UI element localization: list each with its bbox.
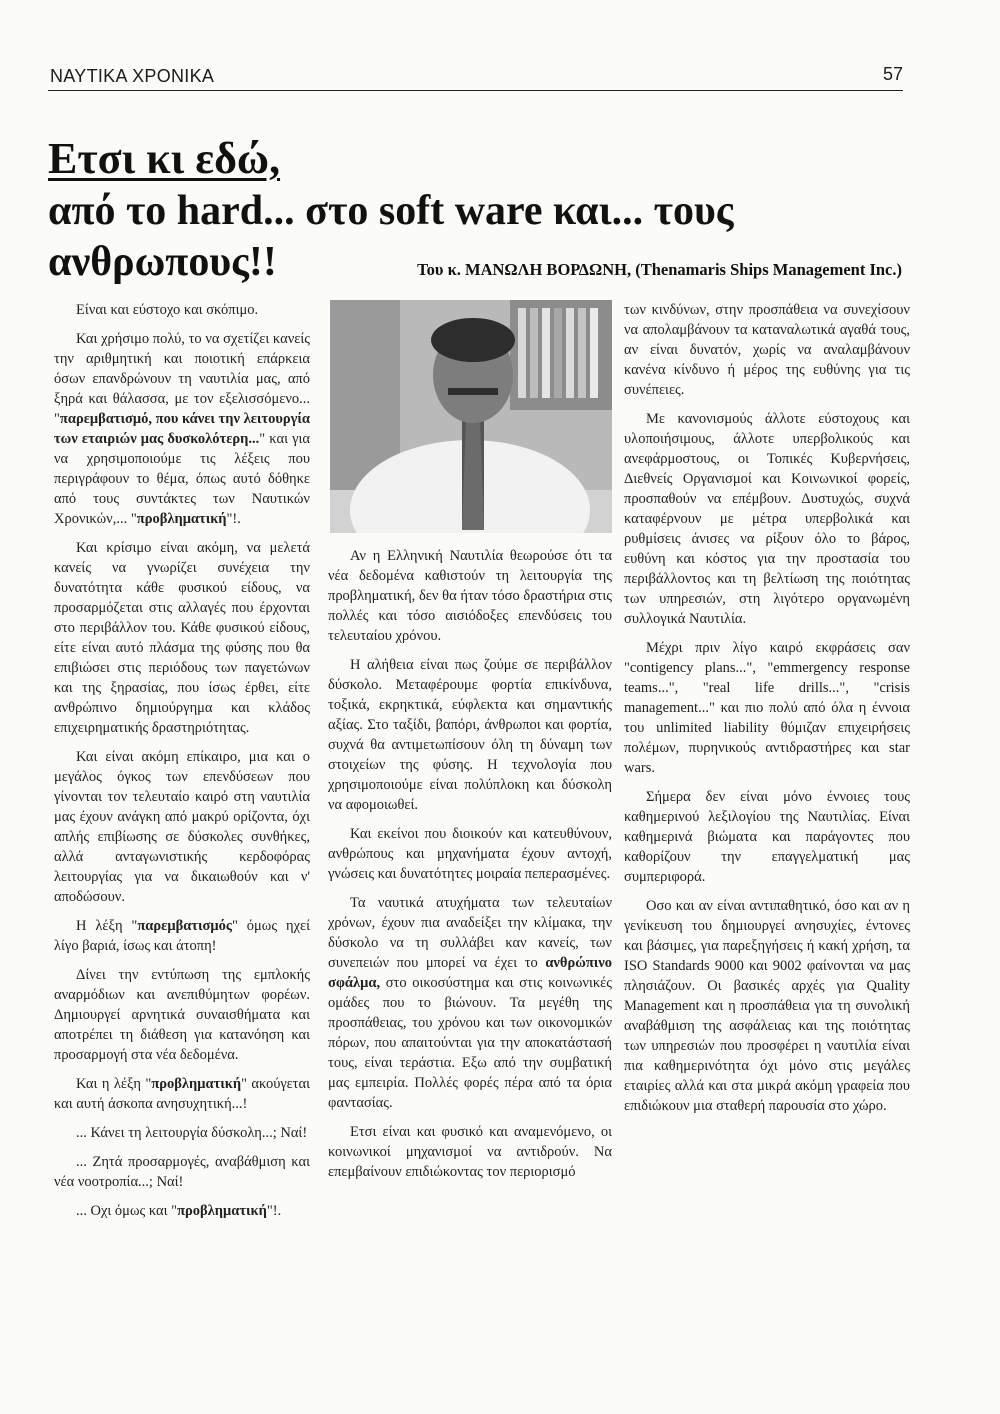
title-line-2: από το hard... στο soft ware και... τους ανθρωπους!! [48,187,734,285]
paragraph: Και εκείνοι που διοικούν και κατευθύνουν, ανθρώπους και μηχανήματα έχουν αντοχή, γνώσεις και δυνατότητες μοιραία πεπερασμένες. [328,826,612,882]
paragraph: Σήμερα δεν είναι μόνο έννοιες τους καθημερινού λεξιλογίου της Ναυτιλίας. Είναι καθημερινά βιώματα και παράγοντες που καθορίζουν την επαγγελματική μας συμπεριφορά. [624,789,910,885]
paragraph: Τα ναυτικά ατυχήματα των τελευταίων χρόνων, έχουν πια αναδείξει την κλίμακα, την δύσκολο να τη συλλάβει καν κανείς, των συνεπειών που μπορεί να έχει το ανθρώπινο σφάλμα, στο οικοσύστημα και στις κοινωνικές ομάδες που το βιώνουν. Τα μεγέθη της προσπάθειας, του χρόνου και των οικονομικών πόρων, που απαιτούνται για την αποκατάστασή τους, είναι τεράστια. Εξω από την συμβατική μας εμπειρία. Πολλές φορές πέρα από τα όρια φαντασίας. [328,895,612,1111]
paragraph: Οσο και αν είναι αντιπαθητικό, όσο και αν η γενίκευση του δημιουργεί ανησυχίες, έντονες και βάσιμες, για παρεξηγήσεις ή κακή χρήση, τα ISO Standards 9000 και 9002 φαίνονται να μας πλησιάζουν. Οι βασικές αρχές για Quality Management και η προσπάθεια για τη συνολική αναβάθμιση της ασφάλειας και της ποιότητας των υπηρεσιών που προσφέρει η ναυτιλία είναι πια καθημερινότητα όχι μόνο στις μεγάλες εταιρίες αλλά και στα μικρά ακόμη γραφεία που επιδιώκουν μια σταθερή παρουσία στο χώρο. [624,898,910,1114]
paragraph: Και χρήσιμο πολύ, το να σχετίζει κανείς την αριθμητική και ποιοτική επάρκεια όσων επανδρώνουν τη ναυτιλία μας, από ξηρά και θάλασσα, με τον εξελισσόμενο... "παρεμβατισμό, που κάνει την λειτουργία των εταιριών μας δυσκολότερη..." και για να χρησιμοποιούμε τις λέξεις που περιγράφουν το θέμα, όπως αυτό δόθηκε από τους συντάκτες των Ναυτικών Χρονικών,... "προβληματική"!. [54,331,310,527]
paragraph: Και κρίσιμο είναι ακόμη, να μελετά κανείς να γνωρίζει συνέχεια την δυνατότητα κάθε φυσικού είδους, να προσαρμόζεται στις αλλαγές που έρχονται στο περιβάλλον του. Κάθε φυσικού είδους, είτε είναι αυτό πλάσμα της φύσης που θα επιβιώσει στις περιόδους των παγετώνων και της ξηρασίας, που ίσως έρθει, είτε ανθρώπινο δημιούργημα και κλάδος επιχειρηματικής δραστηριότητας. [54,540,310,736]
paragraph: Η αλήθεια είναι πως ζούμε σε περιβάλλον δύσκολο. Μεταφέρουμε φορτία επικίνδυνα, τοξικά, εκρηκτικά, εύφλεκτα και σημαντικής αξίας. Στο ταξίδι, βαπόρι, άνθρωποι και φορτία, συχνά θα αντιμετωπίσουν όλη τη δύναμη των στοιχείων της φύσης. Η τεχνολογία που χρησιμοποιούμε είναι πολύπλοκη και δύσκολη να αφομοιωθεί. [328,657,612,813]
paragraph: Και είναι ακόμη επίκαιρο, μια και ο μεγάλος όγκος των επενδύσεων που γίνονται τον τελευταίο καιρό στη ναυτιλία μας έχουν ανάγκη από μακρύ ορίζοντα, όχι απλής επιβίωσης σε δύσκολες συνθήκες, αλλά ανταγωνιστικής κερδοφόρας λειτουργίας για να δικαιωθούν και ν' αποδώσουν. [54,749,310,905]
page-header [48,62,903,91]
paragraph: ... Κάνει τη λειτουργία δύσκολη...; Ναί! [76,1125,308,1141]
paragraph: Η λέξη "παρεμβατισμός" όμως ηχεί λίγο βαριά, ίσως και άτοπη! [54,918,310,954]
author-photo [330,300,612,533]
paragraph: Ετσι είναι και φυσικό και αναμενόμενο, οι κοινωνικοί μηχανισμοί να αντιδρούν. Να επεμβαίνουν επιδιώκοντας τον περιορισμό [328,1124,612,1180]
author-byline: Του κ. ΜΑΝΩΛΗ ΒΟΡΔΩΝΗ, (Thenamaris Ships Management Inc.) [417,260,902,279]
paragraph: Μέχρι πριν λίγο καιρό εκφράσεις σαν "contigency plans...", "emmergency response teams...", "real life drills...", "crisis management..." και πιο πολύ από όλα η έννοια του unlimited liability θύμιζαν επιχειρήσεις πολέμων, πυρηνικούς αντιδραστήρες και star wars. [624,640,910,776]
title-line-1: Ετσι κι εδώ, [48,134,281,183]
paragraph: Είναι και εύστοχο και σκόπιμο. [76,302,259,318]
column-3 [624,300,910,1125]
paragraph: Με κανονισμούς άλλοτε εύστοχους και υλοποιήσιμους, άλλοτε υπερβολικούς και ανεφάρμοστους, οι Τοπικές Κυβερνήσεις, Διεθνείς Οργανισμοί και Κοινωνικοί φορείς, προσπαθούν να επέμβουν. Δυστυχώς, συχνά καταφέρνουν με μέτρα υπερβολικά και ρυθμίσεις άνισες να ρίξουν όλο το βάρος, ευθύνη και κόστος για την προστασία του περιβάλλοντος και τη βελτίωση της ποιότητας των υπηρεσιών, στη λιγότερο οργανωμένη συλλογικά Ναυτιλία. [624,411,910,627]
paragraph: Και η λέξη "προβληματική" ακούγεται και αυτή άσκοπα ανησυχητική...! [54,1076,310,1112]
publication-name: ΝΑΥΤΙΚΑ ΧΡΟΝΙΚΑ [50,66,215,86]
paragraph: Δίνει την εντύπωση της εμπλοκής αναρμόδιων και ανεπιθύμητων φορέων. Δημιουργεί αρνητικά συναισθήματα και αποτρέπει τη διάθεση για κατανόηση και προσαρμογή στα νέα δεδομένα. [54,967,310,1063]
page-number: 57 [882,64,903,84]
paragraph: Αν η Ελληνική Ναυτιλία θεωρούσε ότι τα νέα δεδομένα καθιστούν τη λειτουργία της προβληματική, δεν θα ήταν τόσο δραστήρια στις πολλές και τόσο αισιόδοξες επενδύσεις του τελευταίου χρόνου. [328,548,612,644]
column-2 [328,546,612,1191]
column-1 [54,300,310,1230]
paragraph: των κινδύνων, στην προσπάθεια να συνεχίσουν να απολαμβάνουν τα καταναλωτικά αγαθά τους, αν είναι δυνατόν, χωρίς να αναλαμβάνουν κανένα κίνδυνο ή μέρος της ευθύνης για τις συνέπειες. [624,302,910,398]
paragraph: ... Ζητά προσαρμογές, αναβάθμιση και νέα νοοτροπία...; Ναί! [54,1154,310,1190]
paragraph: ... Οχι όμως και "προβληματική"!. [76,1203,282,1219]
